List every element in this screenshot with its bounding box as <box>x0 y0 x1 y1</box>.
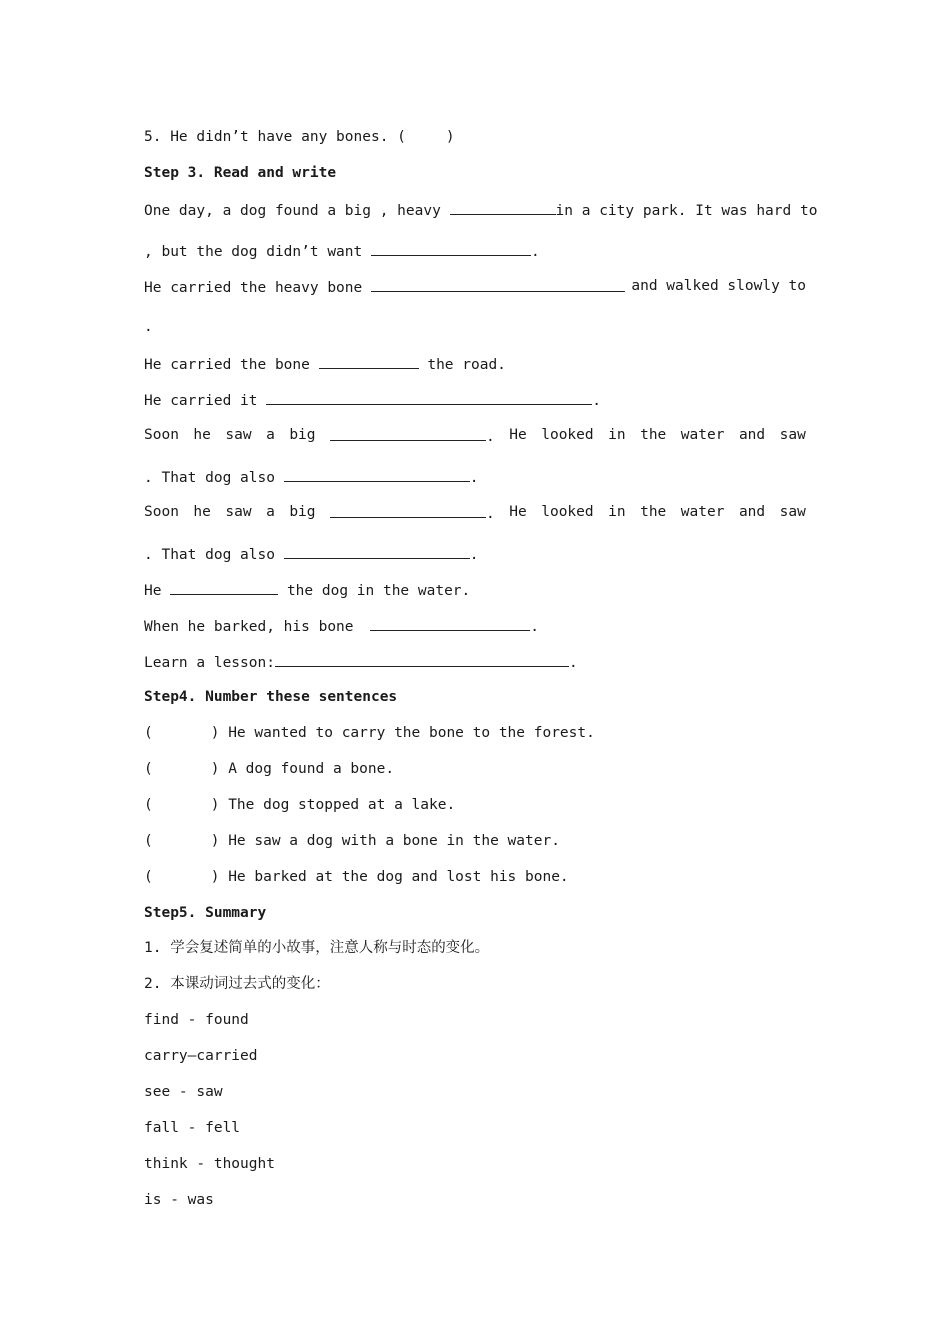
summary-point-1: 1. 学会复述简单的小故事，注意人称与时态的变化。 <box>144 940 490 956</box>
verb-pair: see - saw <box>144 1084 223 1100</box>
step3-line-7: Soon he saw a big . He looked in the water and saw <box>144 427 806 445</box>
verb-pair: carry—carried <box>144 1048 258 1064</box>
step5-heading: Step5. Summary <box>144 905 267 921</box>
step3-line-10: . That dog also . <box>144 543 478 565</box>
verb-pair: think - thought <box>144 1156 275 1172</box>
step3-line-5: He carried the bone the road. <box>144 353 506 375</box>
fill-blank[interactable] <box>319 353 419 369</box>
verb-pair: fall - fell <box>144 1120 241 1136</box>
step3-line-4: . <box>144 319 153 335</box>
verb-pair: find - found <box>144 1012 249 1028</box>
step4-heading: Step4. Number these sentences <box>144 689 398 705</box>
fill-blank[interactable] <box>266 389 592 405</box>
step3-line-13: Learn a lesson: . <box>144 651 578 673</box>
fill-blank[interactable] <box>371 240 531 256</box>
fill-blank[interactable] <box>275 651 569 667</box>
fill-blank[interactable] <box>330 425 486 441</box>
question-5: 5. He didn’t have any bones. ( ) <box>144 129 455 145</box>
fill-blank[interactable] <box>371 276 625 292</box>
step3-line-12: When he barked, his bone . <box>144 615 539 637</box>
step4-item: ( ) He barked at the dog and lost his bone. <box>144 869 569 885</box>
step3-line-6: He carried it . <box>144 389 601 411</box>
fill-blank[interactable] <box>170 579 278 595</box>
step3-line-3: He carried the heavy bone and walked slowly to <box>144 278 806 296</box>
fill-blank[interactable] <box>284 543 470 559</box>
step3-line-11: He the dog in the water. <box>144 579 470 601</box>
step3-line-1: One day, a dog found a big , heavy in a city park. It was hard to <box>144 199 806 221</box>
step3-line-8: . That dog also . <box>144 466 478 488</box>
step3-line-9: Soon he saw a big . He looked in the water and saw <box>144 504 806 522</box>
answer-paren-open: ( <box>397 129 406 145</box>
fill-blank[interactable] <box>370 615 530 631</box>
fill-blank[interactable] <box>330 502 486 518</box>
step3-line-2: , but the dog didn’t want . <box>144 240 540 262</box>
verb-pair: is - was <box>144 1192 214 1208</box>
step4-item: ( ) A dog found a bone. <box>144 761 395 777</box>
summary-point-2: 2. 本课动词过去式的变化： <box>144 976 330 992</box>
answer-paren-close: ) <box>445 129 455 145</box>
step4-item: ( ) The dog stopped at a lake. <box>144 797 456 813</box>
step4-item: ( ) He wanted to carry the bone to the forest. <box>144 725 595 741</box>
fill-blank[interactable] <box>284 466 470 482</box>
fill-blank[interactable] <box>450 199 556 215</box>
step3-heading: Step 3. Read and write <box>144 165 337 181</box>
step4-item: ( ) He saw a dog with a bone in the water. <box>144 833 560 849</box>
